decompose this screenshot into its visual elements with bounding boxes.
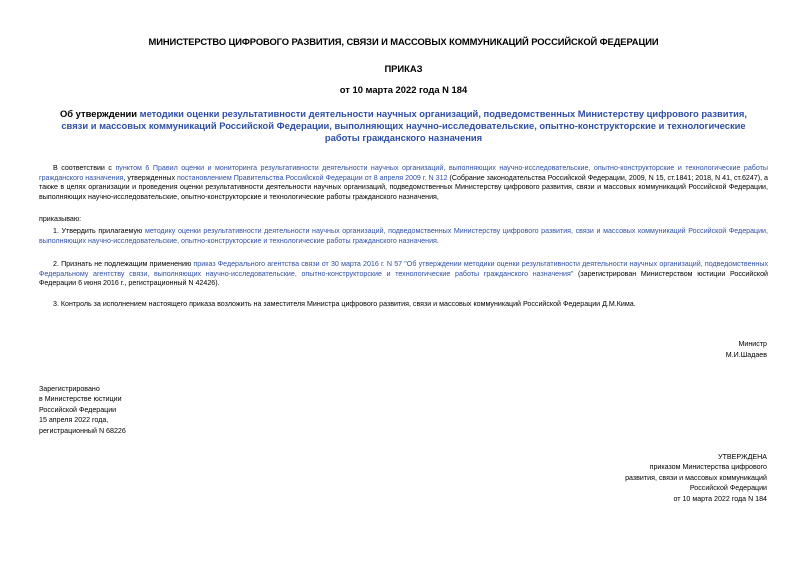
rules-point-6-link[interactable]: пунктом 6 Правил оценки и мониторинга результативности деятельности научных организаций, выполняющих научно-исследовательские, опытно-конструкторские и технологические работы гражданского назначения <box>39 164 768 182</box>
preamble-text-a: В соответствии с <box>53 164 116 172</box>
approval-line: развития, связи и массовых коммуникаций <box>625 473 767 482</box>
ministry-heading: МИНИСТЕРСТВО ЦИФРОВОГО РАЗВИТИЯ, СВЯЗИ И МАССОВЫХ КОММУНИКАЦИЙ РОССИЙСКОЙ ФЕДЕРАЦИИ <box>148 36 659 47</box>
document-date-number: от 10 марта 2022 года N 184 <box>339 84 468 95</box>
approval-line: приказом Министерства цифрового <box>649 463 767 472</box>
registration-line: Зарегистрировано <box>39 385 100 393</box>
signature-block <box>726 339 767 361</box>
registration-line: Российской Федерации <box>39 405 117 414</box>
title-prefix: Об утверждении <box>59 108 140 119</box>
paragraph-item-2 <box>39 260 768 289</box>
document-type: ПРИКАЗ <box>384 63 423 74</box>
item-2-text-b: (зарегистрирован Министерством юстиции Российской Федерации 6 июня 2016 г., регистрационный N 42426). <box>39 269 768 288</box>
document-title <box>48 108 759 144</box>
approval-block <box>625 452 767 504</box>
registration-line: в Министерстве юстиции <box>39 395 122 404</box>
item-1-text-b: . <box>436 236 439 245</box>
signature-name: М.И.Шадаев <box>725 351 767 359</box>
paragraph-preamble <box>39 164 768 202</box>
approval-line: Российской Федерации <box>689 484 767 493</box>
preamble-text-b: , утвержденных <box>123 173 178 182</box>
order-word: приказываю: <box>39 215 82 223</box>
methodology-link[interactable]: методику оценки результативности деятельности научных организаций, подведомственных Министерству цифрового развития, связи и массовых коммуникаций Российской Федерации, выполняющих научно-исследовательские, опытно-конструкторские и технологические работы гражданского назначения <box>39 227 768 245</box>
approval-line: от 10 марта 2022 года N 184 <box>673 494 767 503</box>
paragraph-item-1 <box>39 227 768 246</box>
signature-position: Министр <box>738 340 767 348</box>
preamble-text-c: (Собрание законодательства Российской Федерации, 2009, N 15, ст.1841; 2018, N 41, ст.6247), а также в целях организации и проведения оценки результативности деятельности научных организаций, подведомственных Министерству цифрового развития, связи и массовых коммуникаций Российской Федерации, выполняющих научно-исследовательские, опытно-конструкторские и технологические работы гражданского назначения, <box>39 173 768 201</box>
item-2-text-a: 2. Признать не подлежащим применению <box>53 260 194 268</box>
item-1-text-a: 1. Утвердить прилагаемую <box>53 227 145 235</box>
approval-line: УТВЕРЖДЕНА <box>718 453 767 461</box>
registration-line: регистрационный N 68226 <box>39 426 126 435</box>
title-methodology-link[interactable]: методики оценки результативности деятельности научных организаций, подведомственных Министерству цифрового развития, связи и массовых коммуникаций Российской Федерации, выполняющих научно-исследовательские, опытно-конструкторские и технологические работы гражданского назначения <box>61 108 748 143</box>
government-decree-link[interactable]: постановлением Правительства Российской Федерации от 8 апреля 2009 г. N 312 <box>177 173 448 182</box>
rossvyaz-order-link[interactable]: приказ Федерального агентства связи от 30 марта 2016 г. N 57 "Об утверждении методики оценки результативности деятельности научных организаций, подведомственных Федеральному агентству связи, выполняющих научно-исследовательские, опытно-конструкторские и технологические работы гражданского назначения" <box>39 260 768 278</box>
paragraph-item-3: 3. Контроль за исполнением настоящего приказа возложить на заместителя Министра цифрового развития, связи и массовых коммуникаций Российской Федерации Д.М.Кима. <box>53 300 636 308</box>
registration-block <box>39 384 126 436</box>
registration-line: 15 апреля 2022 года, <box>39 416 109 425</box>
